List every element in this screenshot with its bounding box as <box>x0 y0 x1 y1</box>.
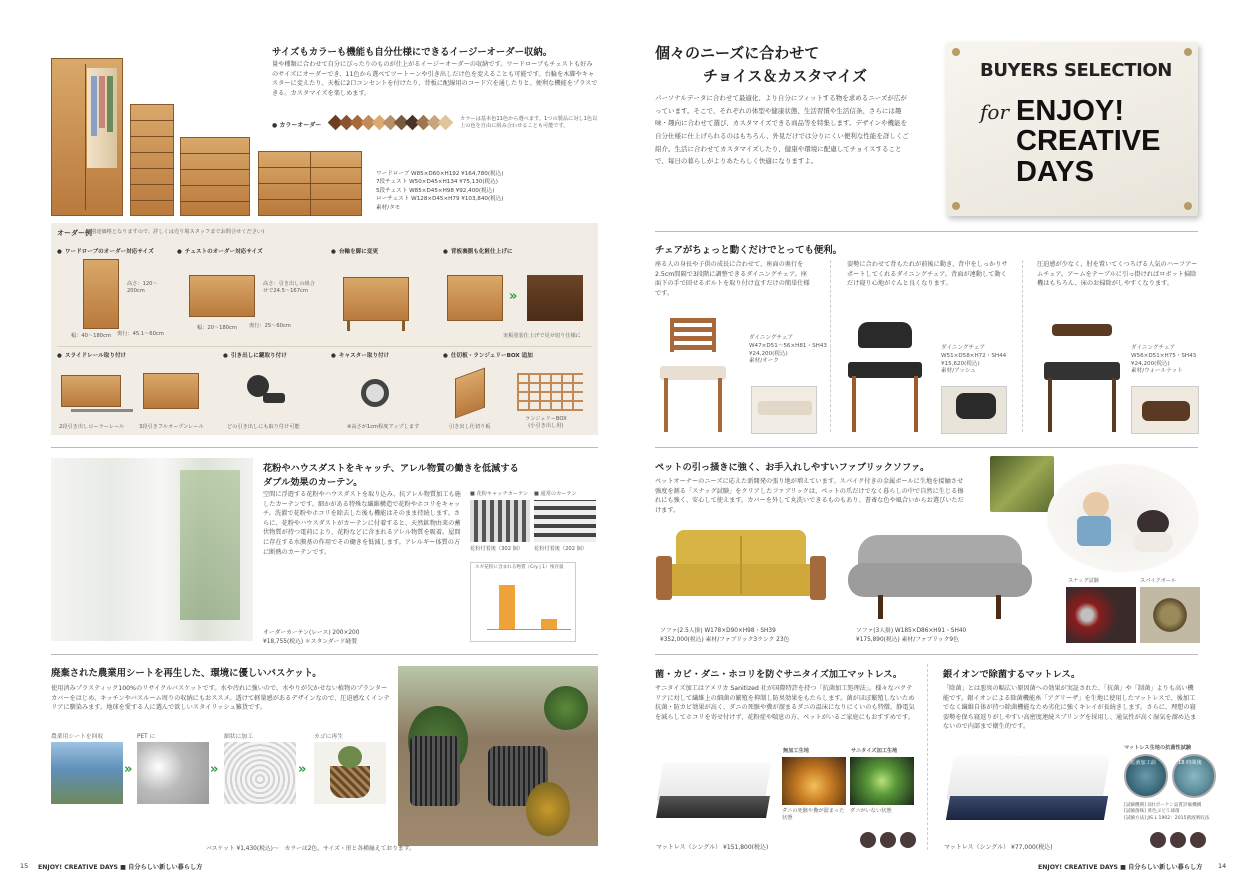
divider-illustration <box>455 368 485 419</box>
anti-mold-icon <box>880 832 896 848</box>
spec-line: 7段チェスト W50×D45×H134 ¥75,130(税込) <box>376 179 498 186</box>
mattress-silver-headline: 銀イオンで除菌するマットレス。 <box>943 669 1081 680</box>
wardrobe-headline: サイズもカラーも機能も自分仕様にできるイージーオーダー収納。 <box>272 47 553 58</box>
plate-screw-icon <box>952 48 960 56</box>
back-panel-after <box>527 275 583 321</box>
sofa-price: ソファ(2.5人掛) W178×D90×H98・SH39 ¥352,000(税込) 素材/ファブリック3ランク 23色 <box>660 628 790 643</box>
petri-label: 抗菌加工前 <box>1130 760 1156 766</box>
chart-bar <box>541 619 557 629</box>
mattress-silver-body: 「除菌」とは悪臭の幅広い原因菌への効果が実証された、「抗菌」や「制菌」よりも高い機能です。銀イオンによる除菌機能糸「アグリーザ」を生地に使用したマットレスで、後加工でなく繊維自体が持つ除菌機能なため劣化に強くキレイが長続きします。さらに、理想の寝姿勢を保ち寝返りがしやすい高密度連続スプリングを採用し、通気性が高く湿気を溜め込まないので内部まで衛生的です。 <box>943 685 1197 731</box>
chair-oak-photo <box>656 318 736 434</box>
pet-flakes-photo <box>137 742 209 804</box>
drawer-rail-illustration <box>61 375 121 407</box>
curtain-headline <box>263 460 519 488</box>
color-swatch <box>438 115 454 131</box>
chair-ash-photo <box>840 322 932 434</box>
chair-desc: 姿勢に合わせて背もたれが前後に動き、背中をしっかりサポートしてくれるダイニングチェア。背面が連動して動くだけ寝り心地がぐんと良くなります。 <box>847 261 1008 288</box>
arrow-right-icon: » <box>509 289 518 304</box>
arrow-right-icon: » <box>298 762 307 777</box>
mattress-silver-photo <box>944 752 1112 836</box>
mattress-silver-price: マットレス（シングル） ¥77,000(税込) <box>944 844 1053 851</box>
order-cell-label: ● チェストのオーダー対応サイズ <box>177 247 263 255</box>
sofa-grey-photo <box>848 533 1032 621</box>
plate-line: DAYS <box>1016 155 1094 188</box>
chair-back-detail-photo <box>941 386 1007 434</box>
deodorant-icon <box>1170 832 1186 848</box>
mattress-sanitize-price: マットレス（シングル） ¥151,800(税込) <box>656 844 769 851</box>
plate-enjoy <box>1016 96 1160 187</box>
pollen-photo-caption: 花粉付着後（302 個） <box>470 546 524 552</box>
recycle-step-label: 細状に加工 <box>224 734 253 740</box>
plate-line: ENJOY! <box>1016 95 1124 127</box>
curtain-price-line: ¥18,755(税込) ＊スタンダード縫製 <box>263 638 357 645</box>
chair-seat-detail-photo <box>751 386 817 434</box>
recycle-step-label: カゴに再生 <box>314 734 343 740</box>
order-examples-panel <box>51 223 598 435</box>
basket-body: 使用済みプラスティック100%のリサイクルバスケットです。水や汚れに強いので、水やりが欠かせない植物のプランターカバーをはじめ、キッチンやバスルーム周りの収納にもおススメ。透けて軽量感があるデザインなので、圧迫感なくインテリアに馴染みます。地球を愛する人に選んで欲しいスタイリッシュ雑貨です。 <box>51 685 390 712</box>
color-order-label: ● カラーオーダー <box>272 122 322 129</box>
color-order-note: カラーは基本色11色から選べます。1つの製品に対し1色以上の色を自由に組み合わせることも可能です。 <box>460 116 598 130</box>
caster-icon <box>361 379 389 407</box>
silver-test-note: [試験機関] (財)ボーケン品質評価機構 [試験菌株] 黄色ぶどう球菌 [試験方法] JIS L 1902：2015菌液吸収法 <box>1124 803 1210 821</box>
basket-headline: 廃棄された農業用シートを再生した、環境に優しいバスケット。 <box>51 668 322 679</box>
pollen-catch-photo <box>470 500 530 542</box>
order-examples-title: オーダー例 <box>57 229 92 237</box>
order-cell-label: ● 背板裏側も化粧仕上げに <box>443 247 512 255</box>
lock-caption: どの引き出しにも取り付け可能 <box>227 424 300 430</box>
wardrobe-photo <box>51 58 123 216</box>
fabric-test-caption: ダニの死骸や糞が溜まった状態 <box>782 808 845 822</box>
chair-spec: ダイニングチェア W56×D51×H75・SH43 ¥24,200(税込) 素材/ウォールナット <box>1131 345 1197 375</box>
recycle-step-label: PET に <box>137 734 156 740</box>
chart-bar <box>499 585 515 629</box>
sofa-headline: ペットの引っ掻きに強く、お手入れしやすいファブリックソファ。 <box>655 462 930 473</box>
wardrobe-body: 量や種類に合わせて自分にぴったりのものが仕上がるイージーオーダーの収納です。ワードローブもチェストも好みのサイズにオーダーでき、11色から選べてツートーンや引き出しだけ色を変えることも可能です。台輪を木脚やキャスターに変えたり、天板に2口コンセントを付けたり、背板に配線用のコード穴を通したりと、便利な機能をプラスできる。カスタマイズを楽しめます。 <box>272 61 598 97</box>
drawer-fullopen-illustration <box>143 373 199 409</box>
feature-headline <box>655 42 867 87</box>
back-panel-before <box>447 275 503 321</box>
caster-caption: ※高さが1cm程度アップします <box>347 424 420 430</box>
basket-main-photo <box>398 666 598 846</box>
snag-test-photo <box>1066 587 1136 643</box>
allergen-chart <box>470 562 576 642</box>
curtain-headline-2: ダブル効果のカーテン。 <box>263 477 363 488</box>
footer-page-number: 14 <box>1218 862 1227 870</box>
untreated-fabric-photo <box>782 757 846 805</box>
chest-7-photo <box>130 104 174 216</box>
chair-spec: ダイニングチェア W51×D58×H72・SH44 ¥15,620(税込) 素材/アッシュ <box>941 345 1007 375</box>
feature-headline-2: チョイス＆カスタマイズ <box>703 66 867 85</box>
chest-size-illustration <box>189 275 255 317</box>
order-cell-label: ● 引き出しに鍵取り付け <box>223 351 287 359</box>
curtain-price-line: オーダーカーテン(レース) 200×200 <box>263 630 360 636</box>
leg-chest-illustration <box>343 277 409 321</box>
order-cell-label: ● 台輪を脚に変更 <box>331 247 378 255</box>
dim-label: 奥行：45.1〜60cm <box>117 331 164 337</box>
spec-line: ワードローブ W85×D60×H192 ¥164,780(税込) <box>376 171 504 177</box>
chair-desc: 座る人の身長や子供の成長に合わせて、座面の奥行を2.5cm間隔で3段階に調整できるダイニングチェア。座面下の手で回せるボルトを取り付け直すだけの簡単仕様です。 <box>655 261 810 297</box>
feature-intro: パーソナルデータに合わせて最適化、より自分にフィットする物を求めるニーズが広がっています。そこで、それぞれの体型や健康状態、生活習慣や生活信条、さらには趣味・趣向に合わせて選び、カスタマイズできる商品等を特集します。デザインや機能を自分仕様に仕上げられるのはもちろん、外見だけでは分りにくい便利な性能を詳しくご紹介。生活に合わせてカスタマイズしたり、健康や環境に配慮してチョイスすることで、毎日の暮らしがよりあたらしく快適になりますよ。 <box>655 94 909 166</box>
recycle-step-label: 農業用シートを回収 <box>51 734 104 740</box>
anti-mite-icon <box>1190 832 1206 848</box>
order-examples-note: (別途価格となりますので、詳しくは売り場スタッフまでお問合せください) <box>89 229 265 235</box>
rail-caption: 2段引き出しローラーレール <box>59 424 125 430</box>
order-cell-label: ● キャスター取り付け <box>331 351 389 359</box>
antibacterial-icon <box>860 832 876 848</box>
curtain-body: 空間に浮遊する花粉やハウスダストを取り込み、抗アレル物質加工も施したカーテンです。細かがある特殊な繊維構造で花粉やホコリをキャッチ。洗濯で花粉やホコリを除去した後も機能はそのまま持続します。さらに、花粉やハウスダストがカーテンに付着すると、天然鉱物由来の蓄伏物質が持つ電荷により、花粉などに含まれるアレル物質を吸着。屋間に存在する水膜基の作用でその働きを低減します。アレルギー体質の方に断熱のカーテンです。 <box>263 491 461 556</box>
spike-ball-photo <box>1140 587 1200 643</box>
arrow-right-icon: » <box>124 762 133 777</box>
dim-label: 高さ：120〜200cm <box>127 281 158 295</box>
sofa-body: ペットオーナーのニーズに応えた新開発の張り地が増えています。スパイク付きの金属ボールに生地を接触させ強度を測る「スナッグ試験」をクリアしたファブリックは、ペットの爪だけでなく暮らしの中で自然に生じる擦れにも強く、安心して使えます。カバーを外して丸洗いできるものもあり、書斎な色や風合いからお選びいただけます。 <box>655 478 964 514</box>
rail-caption: 3段引きフルオープンレール <box>139 424 204 430</box>
plate-screw-icon <box>1184 48 1192 56</box>
chair-arm-detail-photo <box>1131 386 1199 434</box>
snag-test-label: スナッグ試験 <box>1068 578 1099 584</box>
sofa-yellow-photo <box>656 530 826 626</box>
plate-title: BUYERS SELECTION <box>980 60 1172 81</box>
chair-desc: 圧迫感が少なく、肘を置いてくつろげる人気のハーフアームチェア。アームをテーブルに引っ掛ければロボット掃除機はもちろん、床のお掃除がしやすくなります。 <box>1037 261 1198 288</box>
fabric-test-label: サニタイズ加工生地 <box>851 748 898 754</box>
agri-sheet-photo <box>51 742 123 804</box>
dim-label: 幅：40〜180cm <box>71 333 111 339</box>
mattress-sanitize-photo <box>656 752 772 836</box>
pollen-photo-caption: 花粉付着後（202 個） <box>534 546 588 552</box>
order-cell-label: ● ワードローブのオーダー対応サイズ <box>57 247 154 255</box>
spec-line: ローチェスト W128×D45×H79 ¥103,840(税込) <box>376 196 504 203</box>
silver-test-title: マットレス生地の抗菌性試験 <box>1124 745 1192 751</box>
dim-label: 奥行：25〜60cm <box>249 323 291 329</box>
lingerie-caption: ランジェリーBOX (小引き出し用) <box>525 416 567 430</box>
pollen-photo-label: ■ 花粉キャッチカーテン <box>470 491 529 497</box>
basket-price: バスケット ¥1,430(税込)〜 カラーは2色、サイズ・形と各種揃えております。 <box>206 846 415 852</box>
dim-label: 高さ：引き出しの組合せで24.5〜167cm <box>263 281 315 295</box>
anti-mite-icon <box>900 832 916 848</box>
fabric-test-caption: ダニがいない状態 <box>850 808 892 814</box>
fabric-swatch-photo <box>990 456 1054 512</box>
curtain-price <box>263 629 359 646</box>
key-icon <box>263 393 285 403</box>
chest-5-photo <box>180 137 250 216</box>
fiber-photo <box>224 742 296 804</box>
snag-test-label: スパイクボール <box>1140 578 1177 584</box>
low-chest-photo <box>258 151 362 216</box>
wardrobe-size-illustration <box>83 259 119 329</box>
lingerie-box-illustration <box>517 373 583 411</box>
mattress-sanitize-body: サニタイズ加工はアメリカ Sanitized 社が国際特許を持つ「抗菌加工処理法」。様々なバクテリアに対して繊維上の細菌の繁殖を抑制し防臭効果をもたらします。菌がほぼ繁殖しないため抗菌・防カビ効果が高く、ダニの死骸や糞が溜まるダニの温床になりにくいのも特徴。静電気を減らしてホコリを寄せ付けず、花粉症や喘息の方、ペットがいるご家庭にもおすすめです。 <box>655 685 915 721</box>
feature-headline-1: 個々のニーズに合わせて <box>655 44 820 62</box>
spec-line: 5段チェスト W85×D45×H98 ¥92,400(税込) <box>376 187 495 194</box>
wardrobe-specs <box>376 170 504 212</box>
plate-screw-icon <box>952 202 960 210</box>
order-cell-label: ● スライドレール取り付け <box>57 351 126 359</box>
color-swatches <box>330 115 454 131</box>
arrow-right-icon: » <box>210 762 219 777</box>
footer-page-number: 15 <box>20 862 29 870</box>
chair-walnut-photo <box>1038 322 1126 434</box>
child-dog-photo <box>1047 464 1199 572</box>
curtain-headline-1: 花粉やハウスダストをキャッチ、アレル物質の働きを低減する <box>263 463 519 474</box>
chart-title: スギ花粉に含まれる物質（Cry j 1）残存量 <box>475 565 564 570</box>
footer-text: ENJOY! CREATIVE DAYS ■ 自分らしい新しい暮らし方 <box>38 864 203 871</box>
footer-text: ENJOY! CREATIVE DAYS ■ 自分らしい新しい暮らし方 <box>1038 864 1203 871</box>
dim-label: 幅：20〜180cm <box>197 325 237 331</box>
chairs-headline: チェアがちょっと動くだけでとっても便利。 <box>655 245 843 256</box>
chair-spec: ダイニングチェア W47×D51〜56×H81・SH43 ¥24,200(税込) 素材/オーク <box>749 335 827 365</box>
plate-for: for <box>980 100 1010 124</box>
back-caption: 実板塗装仕上げで見せ切り仕様に <box>503 333 581 339</box>
basket-small-photo <box>314 742 386 804</box>
sofa-price: ソファ(3人掛) W185×D86×H91・SH40 ¥175,890(税込) 素材/ファブリック9色 <box>856 628 967 643</box>
spec-line: 素材/タモ <box>376 204 401 211</box>
mattress-sanitize-headline: 菌・カビ・ダニ・ホコリを防ぐサニタイズ加工マットレス。 <box>655 669 903 680</box>
buyers-selection-plate <box>946 42 1198 216</box>
normal-curtain-photo <box>534 500 596 542</box>
plate-line: CREATIVE <box>1016 125 1161 158</box>
treated-fabric-photo <box>850 757 914 805</box>
plate-screw-icon <box>1184 202 1192 210</box>
pollen-photo-label: ■ 通常のカーテン <box>534 491 577 497</box>
antibacterial-icon <box>1150 832 1166 848</box>
fabric-test-label: 無加工生地 <box>783 748 809 754</box>
order-cell-label: ● 仕切板・ランジェリーBOX 追加 <box>443 351 533 359</box>
petri-label: 18 時間後 <box>1178 760 1202 766</box>
divider-caption: 引き出し仕切り板 <box>449 424 491 430</box>
